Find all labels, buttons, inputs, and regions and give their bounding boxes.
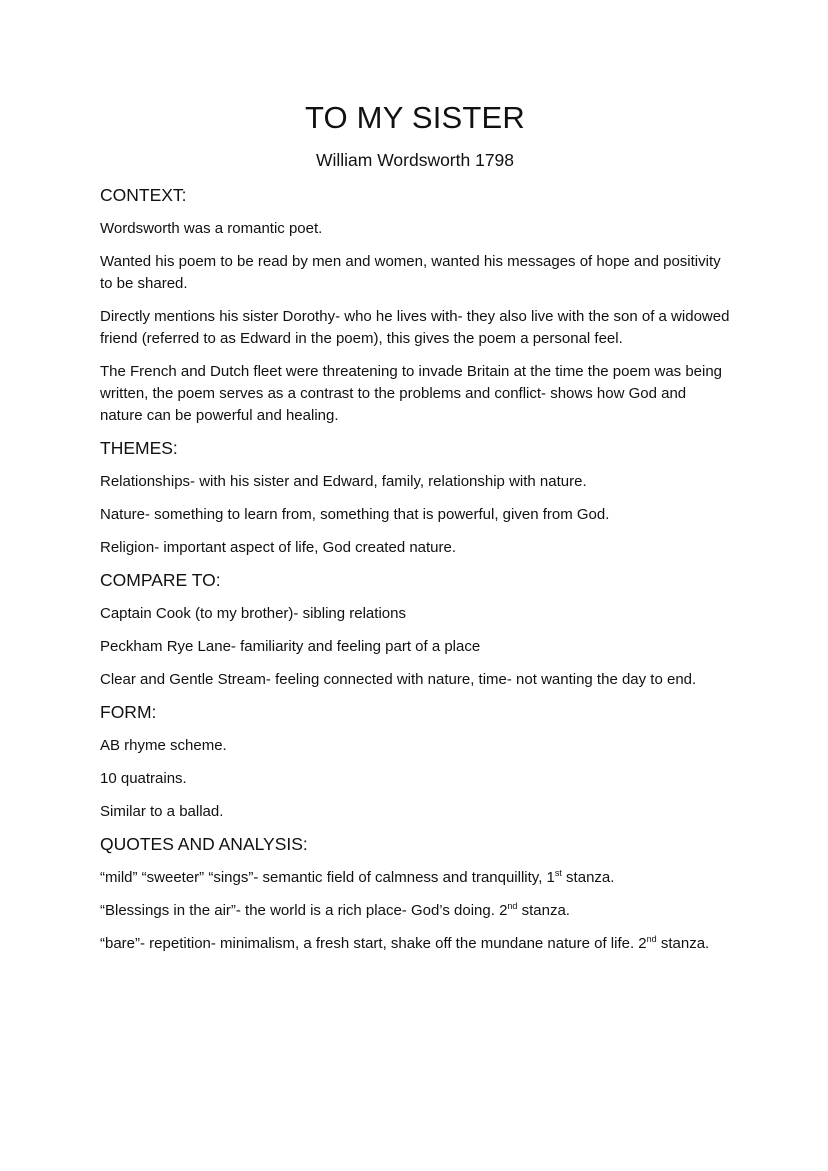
quote-text: “mild” “sweeter” “sings”- semantic field of calmness and tranquillity, 1	[100, 869, 555, 886]
paragraph: Directly mentions his sister Dorothy- who he lives with- they also live with the son of a widowed friend (referred to as Edward in the poem), this gives the poem a personal feel.	[100, 308, 730, 347]
quote-text: “Blessings in the air”- the world is a rich place- God’s doing. 2	[100, 902, 508, 919]
paragraph: Similar to a ballad.	[100, 803, 224, 820]
paragraph: Nature- something to learn from, something that is powerful, given from God.	[100, 506, 610, 523]
paragraph: Wordsworth was a romantic poet.	[100, 220, 323, 237]
paragraph: Captain Cook (to my brother)- sibling relations	[100, 605, 406, 622]
document-title: TO MY SISTER	[304, 100, 526, 135]
section-form	[100, 702, 730, 823]
ordinal-suffix: nd	[646, 934, 657, 944]
paragraph: The French and Dutch fleet were threatening to invade Britain at the time the poem was being written, the poem serves as a contrast to the problems and conflict- shows how God and nature can be powerful and healing.	[100, 363, 723, 424]
section-heading: COMPARE TO:	[100, 570, 221, 590]
paragraph: Relationships- with his sister and Edward, family, relationship with nature.	[100, 473, 587, 490]
paragraph: Religion- important aspect of life, God created nature.	[100, 539, 457, 556]
document-page	[100, 100, 730, 966]
section-heading: FORM:	[100, 702, 157, 722]
section-heading: CONTEXT:	[100, 185, 187, 205]
section-context	[100, 185, 730, 427]
quote-tail: stanza.	[517, 902, 570, 919]
quote-tail: stanza.	[656, 935, 710, 952]
paragraph: Clear and Gentle Stream- feeling connected with nature, time- not wanting the day to end.	[100, 671, 697, 688]
paragraph: 10 quatrains.	[100, 770, 187, 787]
ordinal-suffix: nd	[507, 901, 518, 911]
paragraph: Peckham Rye Lane- familiarity and feeling part of a place	[100, 638, 481, 655]
document-subtitle: William Wordsworth 1798	[315, 150, 515, 170]
paragraph: Wanted his poem to be read by men and women, wanted his messages of hope and positivity to be shared.	[100, 253, 721, 292]
section-heading: QUOTES AND ANALYSIS:	[100, 834, 308, 854]
quote-text: “bare”- repetition- minimalism, a fresh start, shake off the mundane nature of life. 2	[100, 935, 647, 952]
section-themes	[100, 438, 730, 559]
section-heading: THEMES:	[100, 438, 178, 458]
quote-paragraph	[100, 900, 730, 922]
quote-paragraph	[100, 867, 730, 889]
quote-paragraph	[100, 933, 730, 955]
section-quotes-and-analysis	[100, 834, 730, 955]
quote-tail: stanza.	[561, 869, 615, 886]
ordinal-suffix: st	[554, 868, 562, 878]
section-compare-to	[100, 570, 730, 691]
paragraph: AB rhyme scheme.	[100, 737, 227, 754]
